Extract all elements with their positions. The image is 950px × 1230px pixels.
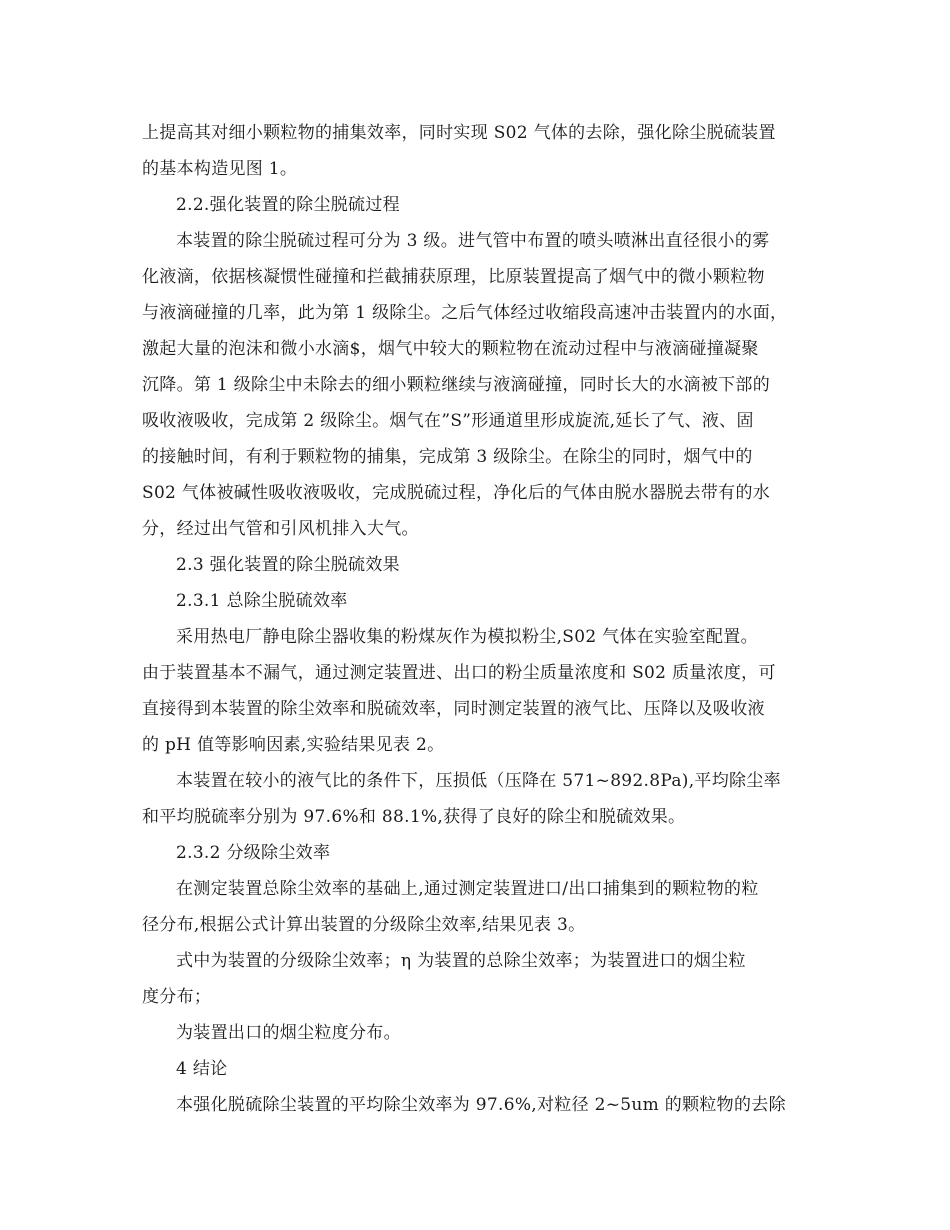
text-line: 为装置出口的烟尘粒度分布。 (176, 1023, 401, 1043)
subsection-heading: 2.3.1 总除尘脱硫效率 (176, 591, 348, 611)
text-line: S02 气体被碱性吸收液吸收，完成脱硫过程，净化后的气体由脱水器脱去带有的水 (142, 483, 771, 503)
text-line: 吸收液吸收，完成第 2 级除尘。烟气在”S”形通道里形成旋流,延长了气、液、固 (142, 411, 754, 431)
text-line: 沉降。第 1 级除尘中未除去的细小颗粒继续与液滴碰撞，同时长大的水滴被下部的 (142, 375, 771, 395)
text-line: 的 pH 值等影响因素,实验结果见表 2。 (142, 735, 445, 755)
text-line: 上提高其对细小颗粒物的捕集效率，同时实现 S02 气体的去除，强化除尘脱硫装置 (142, 123, 776, 143)
text-line: 的基本构造见图 1。 (142, 159, 298, 179)
text-line: 本强化脱硫除尘装置的平均除尘效率为 97.6%,对粒径 2~5um 的颗粒物的去除 (176, 1095, 786, 1115)
text-line: 径分布,根据公式计算出装置的分级除尘效率,结果见表 3。 (142, 915, 586, 935)
text-line: 式中为装置的分级除尘效率；η 为装置的总除尘效率；为装置进口的烟尘粒 (176, 951, 746, 971)
text-line: 本装置在较小的液气比的条件下，压损低（压降在 571~892.8Pa),平均除尘率 (176, 771, 781, 791)
text-line: 直接得到本装置的除尘效率和脱硫效率，同时测定装置的液气比、压降以及吸收液 (142, 699, 765, 719)
text-line: 化液滴，依据核凝惯性碰撞和拦截捕获原理，比原装置提高了烟气中的微小颗粒物 (142, 267, 765, 287)
text-line: 采用热电厂静电除尘器收集的粉煤灰作为模拟粉尘,S02 气体在实验室配置。 (176, 627, 758, 647)
section-heading: 2.2.强化装置的除尘脱硫过程 (176, 195, 400, 215)
text-line: 分，经过出气管和引风机排入大气。 (142, 519, 419, 539)
text-line: 和平均脱硫率分别为 97.6%和 88.1%,获得了良好的除尘和脱硫效果。 (142, 807, 686, 827)
subsection-heading: 2.3.2 分级除尘效率 (176, 843, 331, 863)
text-line: 与液滴碰撞的几率，此为第 1 级除尘。之后气体经过收缩段高速冲击装置内的水面， (142, 303, 788, 323)
text-line: 度分布； (142, 987, 212, 1007)
section-heading: 2.3 强化装置的除尘脱硫效果 (176, 555, 400, 575)
text-line: 本装置的除尘脱硫过程可分为 3 级。进气管中布置的喷头喷淋出直径很小的雾 (176, 231, 770, 251)
text-line: 激起大量的泡沫和微小水滴$，烟气中较大的颗粒物在流动过程中与液滴碰撞凝聚 (142, 339, 759, 359)
section-heading: 4 结论 (176, 1059, 228, 1079)
text-line: 的接触时间，有利于颗粒物的捕集，完成第 3 级除尘。在除尘的同时，烟气中的 (142, 447, 753, 467)
text-line: 由于装置基本不漏气，通过测定装置进、出口的粉尘质量浓度和 S02 质量浓度，可 (142, 663, 776, 683)
text-line: 在测定装置总除尘效率的基础上,通过测定装置进口/出口捕集到的颗粒物的粒 (176, 879, 759, 899)
